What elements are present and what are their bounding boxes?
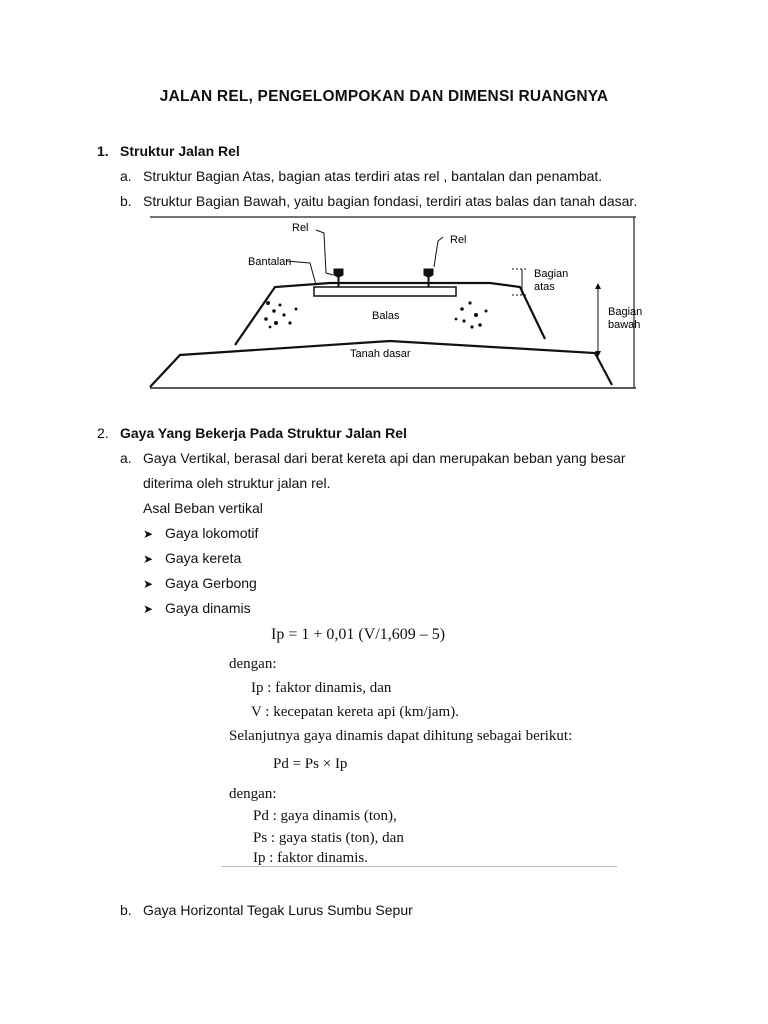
arrowhead-bullet-icon: ➤	[143, 552, 154, 566]
formula-ip-desc-2: Ip : faktor dinamis.	[253, 850, 368, 866]
section-1-number: 1.	[97, 143, 109, 159]
formula-ip: Ip = 1 + 0,01 (V/1,609 – 5)	[271, 626, 446, 643]
section-2-item-a-line1: Gaya Vertikal, berasal dari berat kereta api dan merupakan beban yang besar	[143, 450, 626, 466]
label-rel-left: Rel	[292, 222, 309, 234]
section-2-item-a-marker: a.	[120, 450, 132, 466]
formula-pd-desc: Pd : gaya dinamis (ton),	[253, 808, 397, 824]
arrowhead-bullet-icon: ➤	[143, 602, 154, 616]
label-tanah-dasar: Tanah dasar	[350, 348, 411, 360]
bullet-item: ➤ Gaya lokomotif	[143, 525, 259, 541]
section-1-item-a-text: Struktur Bagian Atas, bagian atas terdiri atas rel , bantalan dan penambat.	[143, 168, 603, 184]
label-bagian-atas-2: atas	[534, 281, 555, 293]
section-1-item-a-marker: a.	[120, 168, 132, 184]
formula-selanjutnya: Selanjutnya gaya dinamis dapat dihitung sebagai berikut:	[229, 728, 573, 744]
bullet-item: ➤ Gaya Gerbong	[143, 575, 257, 591]
bullet-item: ➤ Gaya dinamis	[143, 600, 251, 616]
section-2-item-b-marker: b.	[120, 902, 132, 918]
section-2-item-b-text: Gaya Horizontal Tegak Lurus Sumbu Sepur	[143, 902, 413, 918]
rail-structure-diagram	[150, 215, 643, 390]
formula-ip-desc: Ip : faktor dinamis, dan	[251, 680, 392, 696]
section-1-item-b-text: Struktur Bagian Bawah, yaitu bagian fondasi, terdiri atas balas dan tanah dasar.	[143, 193, 638, 209]
label-rel-right: Rel	[450, 234, 467, 246]
section-2-heading: Gaya Yang Bekerja Pada Struktur Jalan Rel	[120, 425, 407, 441]
formula-v-desc: V : kecepatan kereta api (km/jam).	[251, 704, 459, 720]
label-bagian-bawah-1: Bagian	[608, 306, 643, 318]
formula-dengan-2: dengan:	[229, 786, 277, 802]
arrowhead-bullet-icon: ➤	[143, 577, 154, 591]
formula-ps-desc: Ps : gaya statis (ton), dan	[253, 830, 404, 846]
asal-beban-label: Asal Beban vertikal	[143, 500, 263, 516]
section-2-number: 2.	[97, 425, 109, 441]
page-title: JALAN REL, PENGELOMPOKAN DAN DIMENSI RUANGNYA	[159, 88, 609, 105]
dynamic-force-formula-block	[221, 620, 617, 867]
label-bagian-bawah-2: bawah	[608, 319, 641, 331]
label-bantalan: Bantalan	[248, 256, 292, 268]
section-1-heading: Struktur Jalan Rel	[120, 143, 240, 159]
section-1-item-b-marker: b.	[120, 193, 132, 209]
bullet-item: ➤ Gaya kereta	[143, 550, 242, 566]
label-balas: Balas	[372, 310, 400, 322]
arrowhead-bullet-icon: ➤	[143, 527, 154, 541]
section-2-item-a-line2: diterima oleh struktur jalan rel.	[143, 475, 331, 491]
label-bagian-atas-1: Bagian	[534, 268, 569, 280]
formula-dengan-1: dengan:	[229, 656, 277, 672]
formula-pd: Pd = Ps × Ip	[273, 756, 348, 772]
